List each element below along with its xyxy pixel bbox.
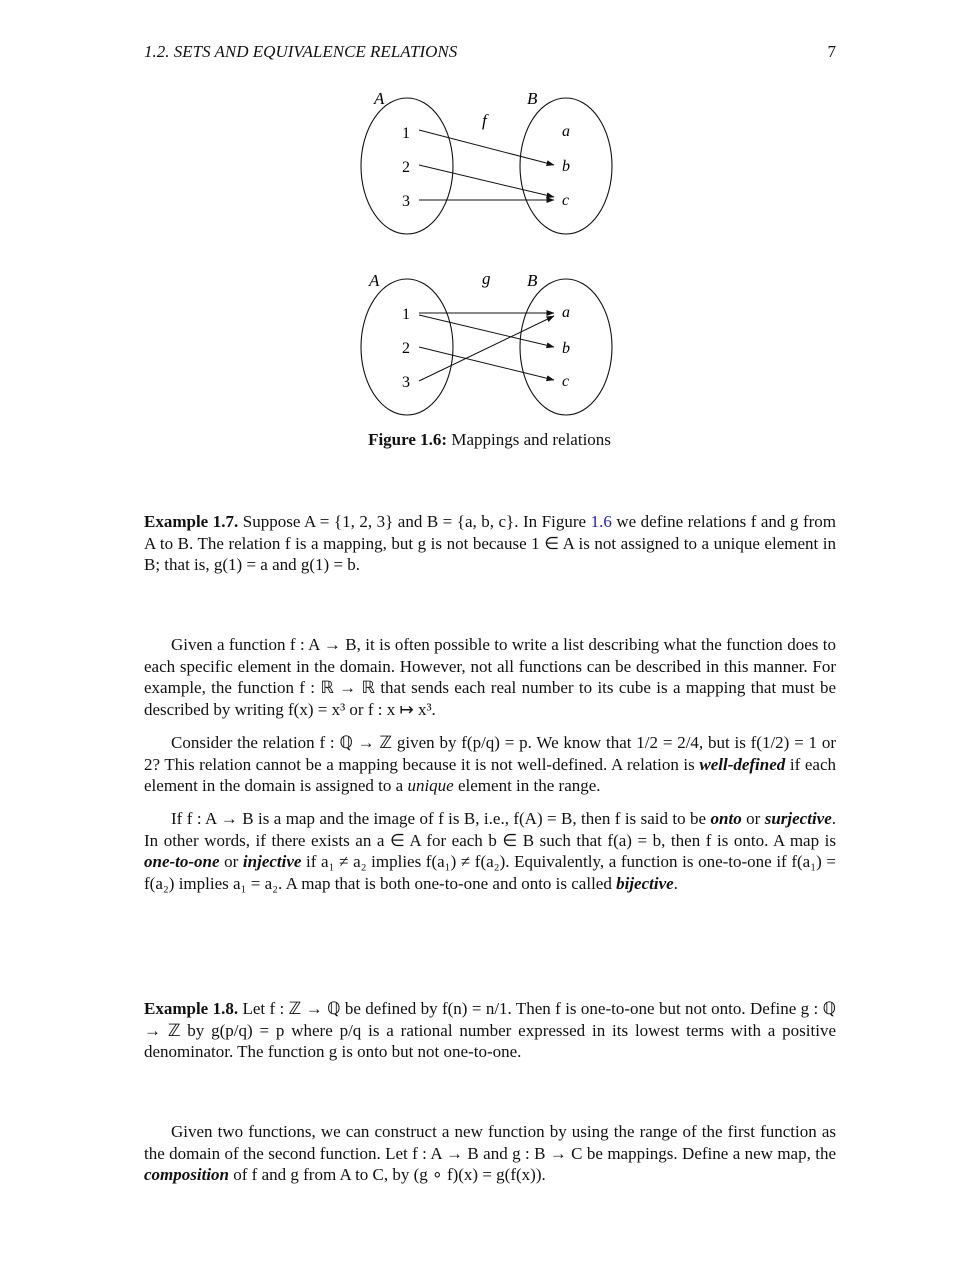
paragraph <box>144 808 836 895</box>
defined-term: well-defined <box>699 754 786 774</box>
example-text: Suppose A = {1, 2, 3} and B = {a, b, c}. In Figure <box>238 512 591 531</box>
example-label: Example 1.7. <box>144 512 239 531</box>
domain-element: 3 <box>402 374 410 391</box>
paragraph-text: of f and g from A to C, by (g ∘ f)(x) = g(f(x)). <box>229 1165 546 1185</box>
set-b-label: B <box>527 271 538 290</box>
defined-term: bijective <box>616 874 674 894</box>
domain-element: 2 <box>402 340 410 357</box>
map-label: f <box>482 111 487 130</box>
paragraph-text: if a₁ ≠ a₂ implies f(a₁) ≠ f(a₂). Equivalently, a function is one-to-one if f(a₁) = f(a₂) implies a₁ = a₂. A map that is both one-to-one and onto is called <box>144 852 836 894</box>
arrow-1-to-b <box>419 130 554 165</box>
domain-element: 2 <box>402 159 410 176</box>
mapping-figure <box>0 0 979 430</box>
codomain-element: b <box>562 340 570 357</box>
arrow-1-to-b <box>419 315 554 347</box>
paragraph-text: If f : A → B is a map and the image of f is B, i.e., f(A) = B, then f is said to be <box>171 808 711 828</box>
codomain-element: a <box>562 123 570 140</box>
paragraph: Given a function f : A → B, it is often possible to write a list describing what the function does to each specific element in the domain. However, not all functions can be described in this manner. For example, the function f : ℝ → ℝ that sends each real number to its cube is a mapping that must be described by writing f(x) = x³ or f : x ↦ x³. <box>144 635 836 720</box>
example-label: Example 1.8. <box>144 999 239 1018</box>
example-text: Let f : ℤ → ℚ be defined by f(n) = n/1. Then f is one-to-one but not onto. Define g : ℚ → ℤ by g(p/q) = p where p/q is a rational number expressed in its lowest terms with a positive denominator. The function g is onto but not one-to-one. <box>144 999 836 1062</box>
caption-text: Mappings and relations <box>451 430 611 449</box>
diagram-g <box>361 269 612 415</box>
figure-ref-link[interactable]: 1.6 <box>590 512 612 531</box>
paragraph-text: element in the range. <box>453 776 601 796</box>
defined-term: onto <box>710 808 742 828</box>
paragraph-text: Given two functions, we can construct a new function by using the range of the first function as the domain of the second function. Let f : A → B and g : B → C be mappings. Define a new map, the <box>144 1122 836 1163</box>
caption-label: Figure 1.6: <box>368 430 448 449</box>
body-text <box>144 634 836 895</box>
page-number: 7 <box>827 42 836 61</box>
arrow-2-to-c <box>419 165 554 197</box>
defined-term: injective <box>242 852 302 872</box>
set-a-label: A <box>369 271 380 290</box>
paragraph <box>144 1121 836 1186</box>
codomain-element: a <box>562 304 570 321</box>
example-text: we define relations f and g from A to B. The relation f is a mapping, but g is not because 1 ∈ A is not assigned to a unique element in B; that is, g(1) = a and g(1) = b. <box>144 512 836 575</box>
defined-term: surjective <box>764 808 832 828</box>
paragraph-text: . In other words, if there exists an a ∈ A for each b ∈ B such that f(a) = b, then f is onto. A map is <box>144 808 837 850</box>
domain-element: 3 <box>402 193 410 210</box>
paragraph-text: if each element in the domain is assigned to a <box>144 754 836 796</box>
paragraph-text: or <box>219 852 243 872</box>
codomain-element: b <box>562 158 570 175</box>
set-a-label: A <box>374 89 385 108</box>
domain-element: 1 <box>402 125 410 142</box>
paragraph-text: . <box>673 874 678 894</box>
codomain-element: c <box>562 373 570 390</box>
arrow-3-to-a <box>419 316 554 381</box>
figure-caption <box>0 430 979 450</box>
paragraph-text: Consider the relation f : ℚ → ℤ given by f(p/q) = p. We know that 1/2 = 2/4, but is f(1/2) = 1 or 2? This relation cannot be a mapping because it is not well-defined. A relation is <box>144 732 836 774</box>
defined-term: one-to-one <box>144 852 220 872</box>
defined-term: composition <box>144 1165 230 1185</box>
section-title: 1.2. SETS AND EQUIVALENCE RELATIONS <box>144 42 458 61</box>
set-b-label: B <box>527 89 538 108</box>
example-1-8 <box>144 998 836 1063</box>
arrow-2-to-c <box>419 347 554 380</box>
domain-element: 1 <box>402 306 410 323</box>
map-label: g <box>482 269 491 288</box>
body-text-composition <box>144 1121 836 1186</box>
codomain-element: c <box>562 192 570 209</box>
paragraph <box>144 732 836 797</box>
diagram-f <box>361 89 612 234</box>
emphasis: unique <box>407 776 454 796</box>
example-1-7 <box>144 511 836 576</box>
paragraph-text: or <box>741 808 765 828</box>
